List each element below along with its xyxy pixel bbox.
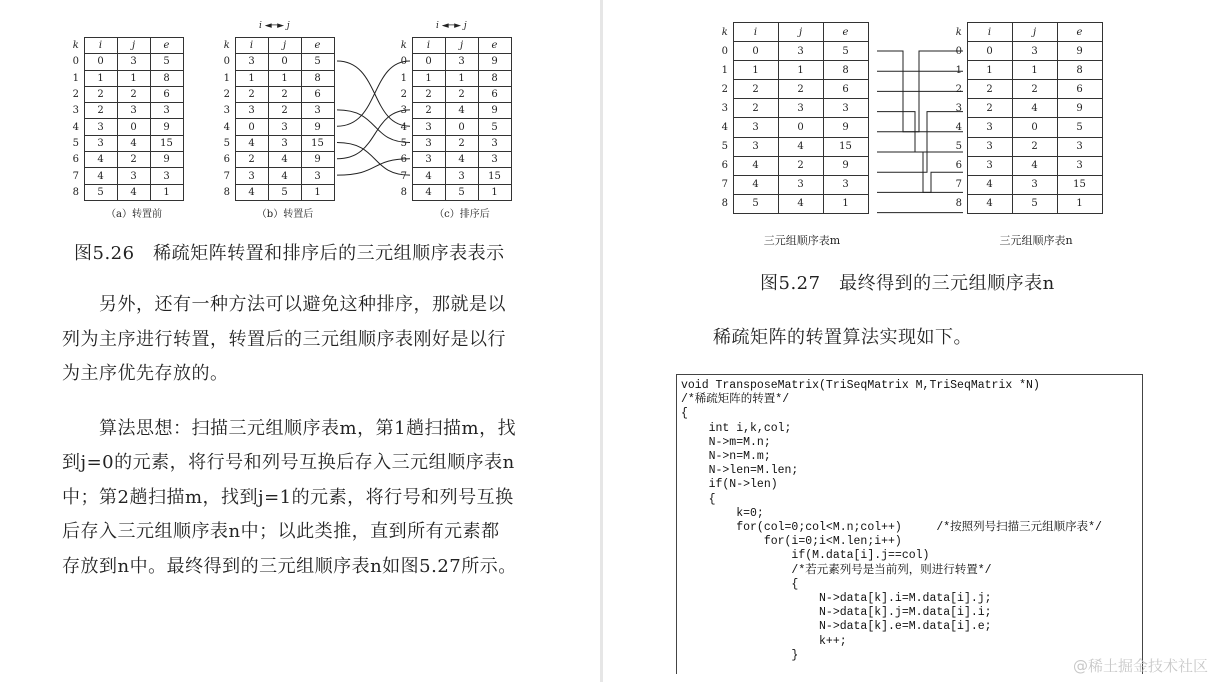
table-cell: 0 — [268, 54, 301, 70]
table-row — [219, 184, 334, 200]
table-cell: 5 — [84, 184, 117, 200]
table-cell: 1 — [445, 70, 478, 86]
row-index: 7 — [955, 179, 962, 191]
table-cell: 3 — [478, 135, 511, 151]
table-row — [951, 80, 1102, 99]
table-cell: 2 — [1012, 80, 1057, 99]
table-row — [717, 194, 868, 213]
table-cell: 15 — [478, 168, 511, 184]
column-header: i — [412, 38, 445, 54]
row-index: 1 — [955, 64, 962, 76]
table-cell: 6 — [823, 80, 868, 99]
table-row — [219, 103, 334, 119]
row-index: 1 — [400, 72, 407, 84]
table-caption: 三元组顺序表n — [999, 234, 1073, 247]
column-header: i — [235, 38, 268, 54]
table-row — [68, 119, 183, 135]
row-index: 5 — [72, 137, 79, 149]
code-block: void TransposeMatrix(TriSeqMatrix M,TriSeqMatrix *N) /*稀疏矩阵的转置*/ { int i,k,col; N->m=M.n; N->n=M.m; N->len=M.len; if(N->len) { k=0; for(col=0;col<M.n;col++) /*按照列号扫描三元组顺序表*/ for(i=0;i<M.len;i++) if(M.data[i].j==col) /*若元素列号是当前列，则进行转置*/ { N->data[k].i=M.data[i].j; N->data[k].j=M.data[i].i; N->data[k].e=M.data[i].e; k++; } — [676, 374, 1143, 674]
table-cell: 4 — [778, 194, 823, 213]
table-cell: 5 — [150, 54, 183, 70]
table-cell: 0 — [84, 54, 117, 70]
table-row — [219, 152, 334, 168]
column-header: j — [117, 38, 150, 54]
row-index: 4 — [955, 122, 962, 134]
table-row — [951, 118, 1102, 137]
table-cell: 9 — [150, 152, 183, 168]
row-index: 3 — [721, 102, 728, 114]
table-row — [951, 175, 1102, 194]
table-row — [717, 137, 868, 156]
table-row — [951, 99, 1102, 118]
table-row — [717, 80, 868, 99]
table-row — [396, 152, 511, 168]
table-cell: 2 — [84, 86, 117, 102]
table-row — [717, 175, 868, 194]
table-cell: 8 — [478, 70, 511, 86]
row-index: 6 — [223, 154, 230, 166]
row-index: 2 — [721, 83, 728, 95]
table-row — [396, 135, 511, 151]
table-row — [219, 135, 334, 151]
table-cell: 9 — [301, 152, 334, 168]
table-cell: 6 — [478, 86, 511, 102]
table-cell: 4 — [733, 156, 778, 175]
table-row — [396, 54, 511, 70]
row-index: 3 — [223, 105, 230, 117]
table-cell: 4 — [84, 152, 117, 168]
column-header: j — [1012, 23, 1057, 42]
row-index: 7 — [721, 179, 728, 191]
table-cell: 4 — [778, 137, 823, 156]
right-page — [603, 0, 1216, 682]
table-row — [68, 184, 183, 200]
row-index: 6 — [721, 160, 728, 172]
table-cell: 3 — [268, 119, 301, 135]
paragraph-line: 后存入三元组顺序表n中；以此类推，直到所有元素都 — [62, 521, 500, 542]
table-cell: 3 — [967, 118, 1012, 137]
row-index: 5 — [721, 141, 728, 153]
column-header: i — [733, 23, 778, 42]
table-cell: 3 — [823, 99, 868, 118]
table-cell: 1 — [84, 70, 117, 86]
row-index: 4 — [223, 121, 230, 133]
table-cell: 3 — [967, 156, 1012, 175]
table-row — [717, 99, 868, 118]
table-cell: 3 — [268, 135, 301, 151]
table-cell: 3 — [301, 168, 334, 184]
row-index: 7 — [400, 170, 407, 182]
table-cell: 8 — [301, 70, 334, 86]
column-header: k — [72, 40, 79, 52]
table-cell: 1 — [150, 184, 183, 200]
table-cell: 1 — [301, 184, 334, 200]
table-cell: 2 — [967, 80, 1012, 99]
table-cell: 2 — [412, 86, 445, 102]
table-cell: 15 — [1057, 175, 1102, 194]
table-row — [68, 168, 183, 184]
table-cell: 9 — [1057, 42, 1102, 61]
column-header: k — [223, 40, 230, 52]
table-cell: 5 — [733, 194, 778, 213]
left-page — [0, 0, 600, 682]
row-index: 2 — [223, 89, 230, 101]
column-header: j — [268, 38, 301, 54]
figure-5-26-caption: 图5.26 稀疏矩阵转置和排序后的三元组顺序表表示 — [74, 243, 505, 264]
swap-label: i ◄─► j — [436, 21, 467, 31]
table-cell: 3 — [412, 152, 445, 168]
row-index: 5 — [955, 141, 962, 153]
table-row — [68, 152, 183, 168]
table-row — [219, 70, 334, 86]
table-cell: 1 — [823, 194, 868, 213]
swap-label: i ◄─► j — [259, 21, 290, 31]
table-row — [68, 86, 183, 102]
row-index: 1 — [721, 64, 728, 76]
table-cell: 0 — [1012, 118, 1057, 137]
paragraph-line: 为主序优先存放的。 — [62, 363, 229, 384]
table-cell: 1 — [478, 184, 511, 200]
table-cell: 9 — [478, 54, 511, 70]
table-cell: 2 — [445, 135, 478, 151]
table-cell: 4 — [268, 168, 301, 184]
paragraph-line: 中；第2趟扫描m，找到j=1的元素，将行号和列号互换 — [62, 486, 514, 508]
table-cell: 3 — [1012, 42, 1057, 61]
table-cell: 0 — [412, 54, 445, 70]
column-header: k — [400, 40, 407, 52]
table-cell: 4 — [268, 152, 301, 168]
table-caption: （c）排序后 — [434, 209, 490, 220]
table-cell: 3 — [412, 135, 445, 151]
column-header: j — [445, 38, 478, 54]
table-cell: 4 — [733, 175, 778, 194]
row-index: 6 — [955, 160, 962, 172]
column-header: e — [823, 23, 868, 42]
table-cell: 2 — [778, 80, 823, 99]
column-header: j — [778, 23, 823, 42]
table-cell: 9 — [150, 119, 183, 135]
row-index: 6 — [400, 154, 407, 166]
table-cell: 3 — [84, 119, 117, 135]
table-cell: 3 — [1057, 137, 1102, 156]
table-cell: 2 — [967, 99, 1012, 118]
table-cell: 4 — [1012, 156, 1057, 175]
table-row — [396, 168, 511, 184]
row-index: 8 — [955, 198, 962, 210]
table-row — [717, 156, 868, 175]
table-cell: 1 — [268, 70, 301, 86]
table-cell: 3 — [778, 175, 823, 194]
table-cell: 3 — [301, 103, 334, 119]
table-cell: 3 — [778, 42, 823, 61]
table-cell: 3 — [235, 103, 268, 119]
table-row — [396, 119, 511, 135]
triple-table-n — [951, 22, 1103, 214]
table-cell: 4 — [117, 184, 150, 200]
table-row — [219, 119, 334, 135]
table-cell: 4 — [1012, 99, 1057, 118]
table-cell: 3 — [150, 168, 183, 184]
table-cell: 9 — [301, 119, 334, 135]
row-index: 4 — [400, 121, 407, 133]
row-index: 1 — [72, 72, 79, 84]
table-cell: 15 — [301, 135, 334, 151]
table-cell: 2 — [268, 103, 301, 119]
table-cell: 3 — [84, 135, 117, 151]
table-caption: （b）转置后 — [256, 209, 314, 220]
row-index: 2 — [955, 83, 962, 95]
table-caption: 三元组顺序表m — [763, 234, 841, 247]
row-index: 0 — [955, 45, 962, 57]
row-index: 8 — [721, 198, 728, 210]
table-cell: 0 — [117, 119, 150, 135]
table-row — [396, 86, 511, 102]
table-cell: 5 — [301, 54, 334, 70]
row-index: 6 — [72, 154, 79, 166]
table-cell: 3 — [733, 137, 778, 156]
row-index: 1 — [223, 72, 230, 84]
table-cell: 5 — [268, 184, 301, 200]
paragraph-line: 另外，还有一种方法可以避免这种排序，那就是以 — [62, 294, 506, 315]
row-index: 2 — [400, 89, 407, 101]
table-cell: 3 — [1057, 156, 1102, 175]
row-index: 0 — [223, 56, 230, 68]
table-cell: 1 — [778, 61, 823, 80]
table-cell: 0 — [235, 119, 268, 135]
table-cell: 3 — [445, 168, 478, 184]
table-row — [68, 54, 183, 70]
paragraph-line: 存放到n中。最终得到的三元组顺序表n如图5.27所示。 — [62, 555, 517, 577]
table-cell: 3 — [412, 119, 445, 135]
table-cell: 3 — [823, 175, 868, 194]
table-cell: 0 — [445, 119, 478, 135]
column-header: e — [150, 38, 183, 54]
table-cell: 3 — [117, 103, 150, 119]
table-cell: 5 — [478, 119, 511, 135]
table-cell: 5 — [445, 184, 478, 200]
column-header: e — [301, 38, 334, 54]
table-cell: 2 — [235, 152, 268, 168]
triple-table-b — [219, 37, 335, 201]
table-cell: 3 — [733, 118, 778, 137]
table-cell: 1 — [1012, 61, 1057, 80]
table-cell: 3 — [778, 99, 823, 118]
table-cell: 1 — [733, 61, 778, 80]
row-index: 0 — [400, 56, 407, 68]
table-cell: 8 — [1057, 61, 1102, 80]
column-header: k — [955, 26, 962, 38]
table-cell: 3 — [445, 54, 478, 70]
table-caption: （a）转置前 — [106, 209, 162, 220]
table-row — [951, 61, 1102, 80]
triple-table-m — [717, 22, 869, 214]
row-index: 0 — [721, 45, 728, 57]
table-cell: 2 — [412, 103, 445, 119]
table-cell: 2 — [445, 86, 478, 102]
table-cell: 4 — [235, 135, 268, 151]
row-index: 3 — [400, 105, 407, 117]
row-index: 3 — [955, 102, 962, 114]
table-cell: 2 — [778, 156, 823, 175]
table-row — [68, 135, 183, 151]
table-row — [219, 168, 334, 184]
column-header: i — [967, 23, 1012, 42]
table-row — [396, 103, 511, 119]
table-cell: 1 — [967, 61, 1012, 80]
table-cell: 4 — [412, 184, 445, 200]
table-cell: 2 — [733, 80, 778, 99]
row-index: 5 — [400, 137, 407, 149]
table-cell: 6 — [150, 86, 183, 102]
table-row — [68, 103, 183, 119]
row-index: 4 — [721, 122, 728, 134]
table-cell: 2 — [733, 99, 778, 118]
table-cell: 4 — [412, 168, 445, 184]
table-cell: 3 — [235, 54, 268, 70]
table-cell: 4 — [235, 184, 268, 200]
table-cell: 9 — [478, 103, 511, 119]
table-cell: 2 — [1012, 137, 1057, 156]
table-cell: 15 — [823, 137, 868, 156]
table-cell: 5 — [1057, 118, 1102, 137]
table-cell: 9 — [823, 156, 868, 175]
table-row — [396, 184, 511, 200]
column-header: i — [84, 38, 117, 54]
table-cell: 1 — [1057, 194, 1102, 213]
triple-table-c — [396, 37, 512, 201]
table-cell: 4 — [445, 103, 478, 119]
table-cell: 2 — [268, 86, 301, 102]
table-cell: 8 — [150, 70, 183, 86]
column-header: e — [478, 38, 511, 54]
row-index: 8 — [72, 186, 79, 198]
table-row — [717, 118, 868, 137]
row-index: 8 — [223, 186, 230, 198]
table-cell: 3 — [117, 168, 150, 184]
table-row — [951, 194, 1102, 213]
paragraph-line: 到j=0的元素，将行号和列号互换后存入三元组顺序表n — [62, 452, 515, 473]
triple-table-a — [68, 37, 184, 201]
table-cell: 2 — [235, 86, 268, 102]
table-cell: 0 — [967, 42, 1012, 61]
table-cell: 9 — [823, 118, 868, 137]
table-cell: 3 — [967, 137, 1012, 156]
table-row — [951, 137, 1102, 156]
table-cell: 1 — [117, 70, 150, 86]
column-header: k — [721, 26, 728, 38]
table-cell: 5 — [823, 42, 868, 61]
table-cell: 6 — [301, 86, 334, 102]
row-index: 7 — [72, 170, 79, 182]
table-cell: 4 — [445, 152, 478, 168]
row-index: 8 — [400, 186, 407, 198]
table-row — [219, 86, 334, 102]
table-cell: 8 — [823, 61, 868, 80]
intro-text: 稀疏矩阵的转置算法实现如下。 — [713, 327, 972, 348]
paragraph-line: 算法思想：扫描三元组顺序表m，第1趟扫描m，找 — [62, 417, 517, 439]
row-index: 0 — [72, 56, 79, 68]
watermark: @稀土掘金技术社区 — [1072, 657, 1208, 675]
table-row — [717, 61, 868, 80]
table-cell: 15 — [150, 135, 183, 151]
table-cell: 4 — [967, 175, 1012, 194]
paragraph-line: 列为主序进行转置，转置后的三元组顺序表刚好是以行 — [62, 328, 506, 350]
table-cell: 2 — [84, 103, 117, 119]
table-cell: 3 — [478, 152, 511, 168]
table-cell: 0 — [778, 118, 823, 137]
table-row — [717, 42, 868, 61]
table-row — [951, 42, 1102, 61]
table-cell: 1 — [412, 70, 445, 86]
arrows-527 — [603, 0, 1216, 240]
table-cell: 3 — [1012, 175, 1057, 194]
table-cell: 1 — [235, 70, 268, 86]
table-cell: 2 — [117, 152, 150, 168]
row-index: 2 — [72, 89, 79, 101]
table-cell: 3 — [235, 168, 268, 184]
row-index: 4 — [72, 121, 79, 133]
table-cell: 2 — [117, 86, 150, 102]
table-cell: 5 — [1012, 194, 1057, 213]
row-index: 7 — [223, 170, 230, 182]
table-row — [951, 156, 1102, 175]
table-cell: 9 — [1057, 99, 1102, 118]
row-index: 5 — [223, 137, 230, 149]
table-row — [68, 70, 183, 86]
figure-5-27-caption: 图5.27 最终得到的三元组顺序表n — [760, 273, 1055, 294]
column-header: e — [1057, 23, 1102, 42]
table-cell: 3 — [150, 103, 183, 119]
table-cell: 4 — [117, 135, 150, 151]
table-row — [396, 70, 511, 86]
table-row — [219, 54, 334, 70]
row-index: 3 — [72, 105, 79, 117]
table-cell: 3 — [117, 54, 150, 70]
table-cell: 6 — [1057, 80, 1102, 99]
table-cell: 4 — [967, 194, 1012, 213]
table-cell: 0 — [733, 42, 778, 61]
table-cell: 4 — [84, 168, 117, 184]
